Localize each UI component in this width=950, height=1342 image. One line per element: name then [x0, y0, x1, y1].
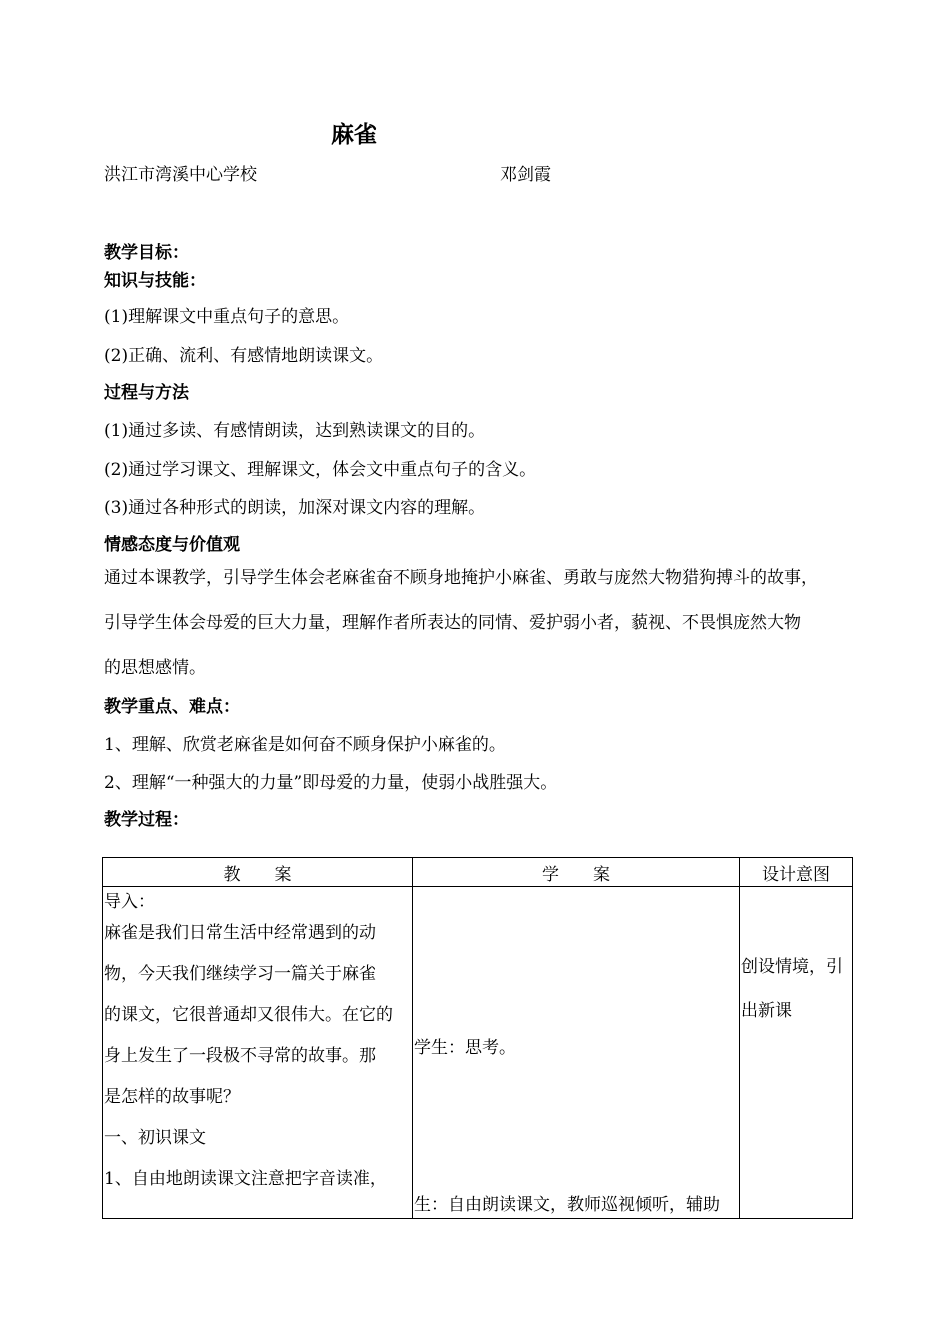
table-header-row	[103, 858, 853, 887]
teaching-line: 的课文，它很普通却又很伟大。在它的	[104, 1005, 393, 1025]
goals-heading: 教学目标：	[104, 243, 189, 263]
school-name: 洪江市湾溪中心学校	[104, 165, 257, 185]
teaching-line: 1、自由地朗读课文注意把字音读准，	[104, 1169, 387, 1189]
emotion-line: 通过本课教学，引导学生体会老麻雀奋不顾身地掩护小麻雀、勇敢与庞然大物猎狗搏斗的故事，	[104, 568, 818, 588]
keypoints-heading: 教学重点、难点：	[104, 697, 240, 717]
emotion-line: 的思想感情。	[104, 658, 206, 678]
process-item: (1)通过多读、有感情朗读，达到熟读课文的目的。	[104, 421, 486, 441]
teaching-plan-cell	[103, 887, 413, 1219]
teaching-line: 物，今天我们继续学习一篇关于麻雀	[104, 964, 376, 984]
teaching-line: 麻雀是我们日常生活中经常遇到的动	[104, 923, 376, 943]
teaching-line: 一、初识课文	[104, 1128, 206, 1148]
header-teaching-plan: 教 案	[103, 858, 413, 887]
teaching-line: 导入：	[104, 892, 155, 912]
keypoints-item: 2、理解“一种强大的力量”即母爱的力量，使弱小战胜强大。	[104, 773, 558, 793]
teaching-line: 身上发生了一段极不寻常的故事。那	[104, 1046, 376, 1066]
learning-line: 生：自由朗读课文，教师巡视倾听，辅助	[414, 1195, 720, 1215]
emotion-line: 引导学生体会母爱的巨大力量，理解作者所表达的同情、爱护弱小者，藐视、不畏惧庞然大物	[104, 613, 801, 633]
document-title: 麻雀	[331, 122, 377, 148]
process-item: (2)通过学习课文、理解课文，体会文中重点句子的含义。	[104, 460, 537, 480]
knowledge-item: (1)理解课文中重点句子的意思。	[104, 307, 350, 327]
emotion-paragraph	[104, 556, 894, 691]
learning-line: 学生：思考。	[414, 1038, 516, 1058]
keypoints-item: 1、理解、欣赏老麻雀是如何奋不顾身保护小麻雀的。	[104, 735, 506, 755]
process-item: (3)通过各种形式的朗读，加深对课文内容的理解。	[104, 498, 486, 518]
table-row	[103, 887, 853, 1219]
intent-line: 出新课	[741, 1001, 792, 1021]
teaching-line: 是怎样的故事呢？	[104, 1087, 240, 1107]
process-heading: 过程与方法	[104, 383, 189, 403]
lesson-plan-table	[102, 857, 853, 1219]
design-intent-cell	[740, 887, 853, 1219]
header-learning-plan: 学 案	[413, 858, 740, 887]
knowledge-item: (2)正确、流利、有感情地朗读课文。	[104, 346, 384, 366]
emotion-heading: 情感态度与价值观	[104, 535, 240, 555]
knowledge-heading: 知识与技能：	[104, 271, 206, 291]
header-design-intent: 设计意图	[740, 858, 853, 887]
intent-line: 创设情境，引	[741, 957, 843, 977]
procedure-heading: 教学过程：	[104, 810, 189, 830]
learning-plan-cell	[413, 887, 740, 1219]
author-name: 邓剑霞	[500, 165, 551, 185]
